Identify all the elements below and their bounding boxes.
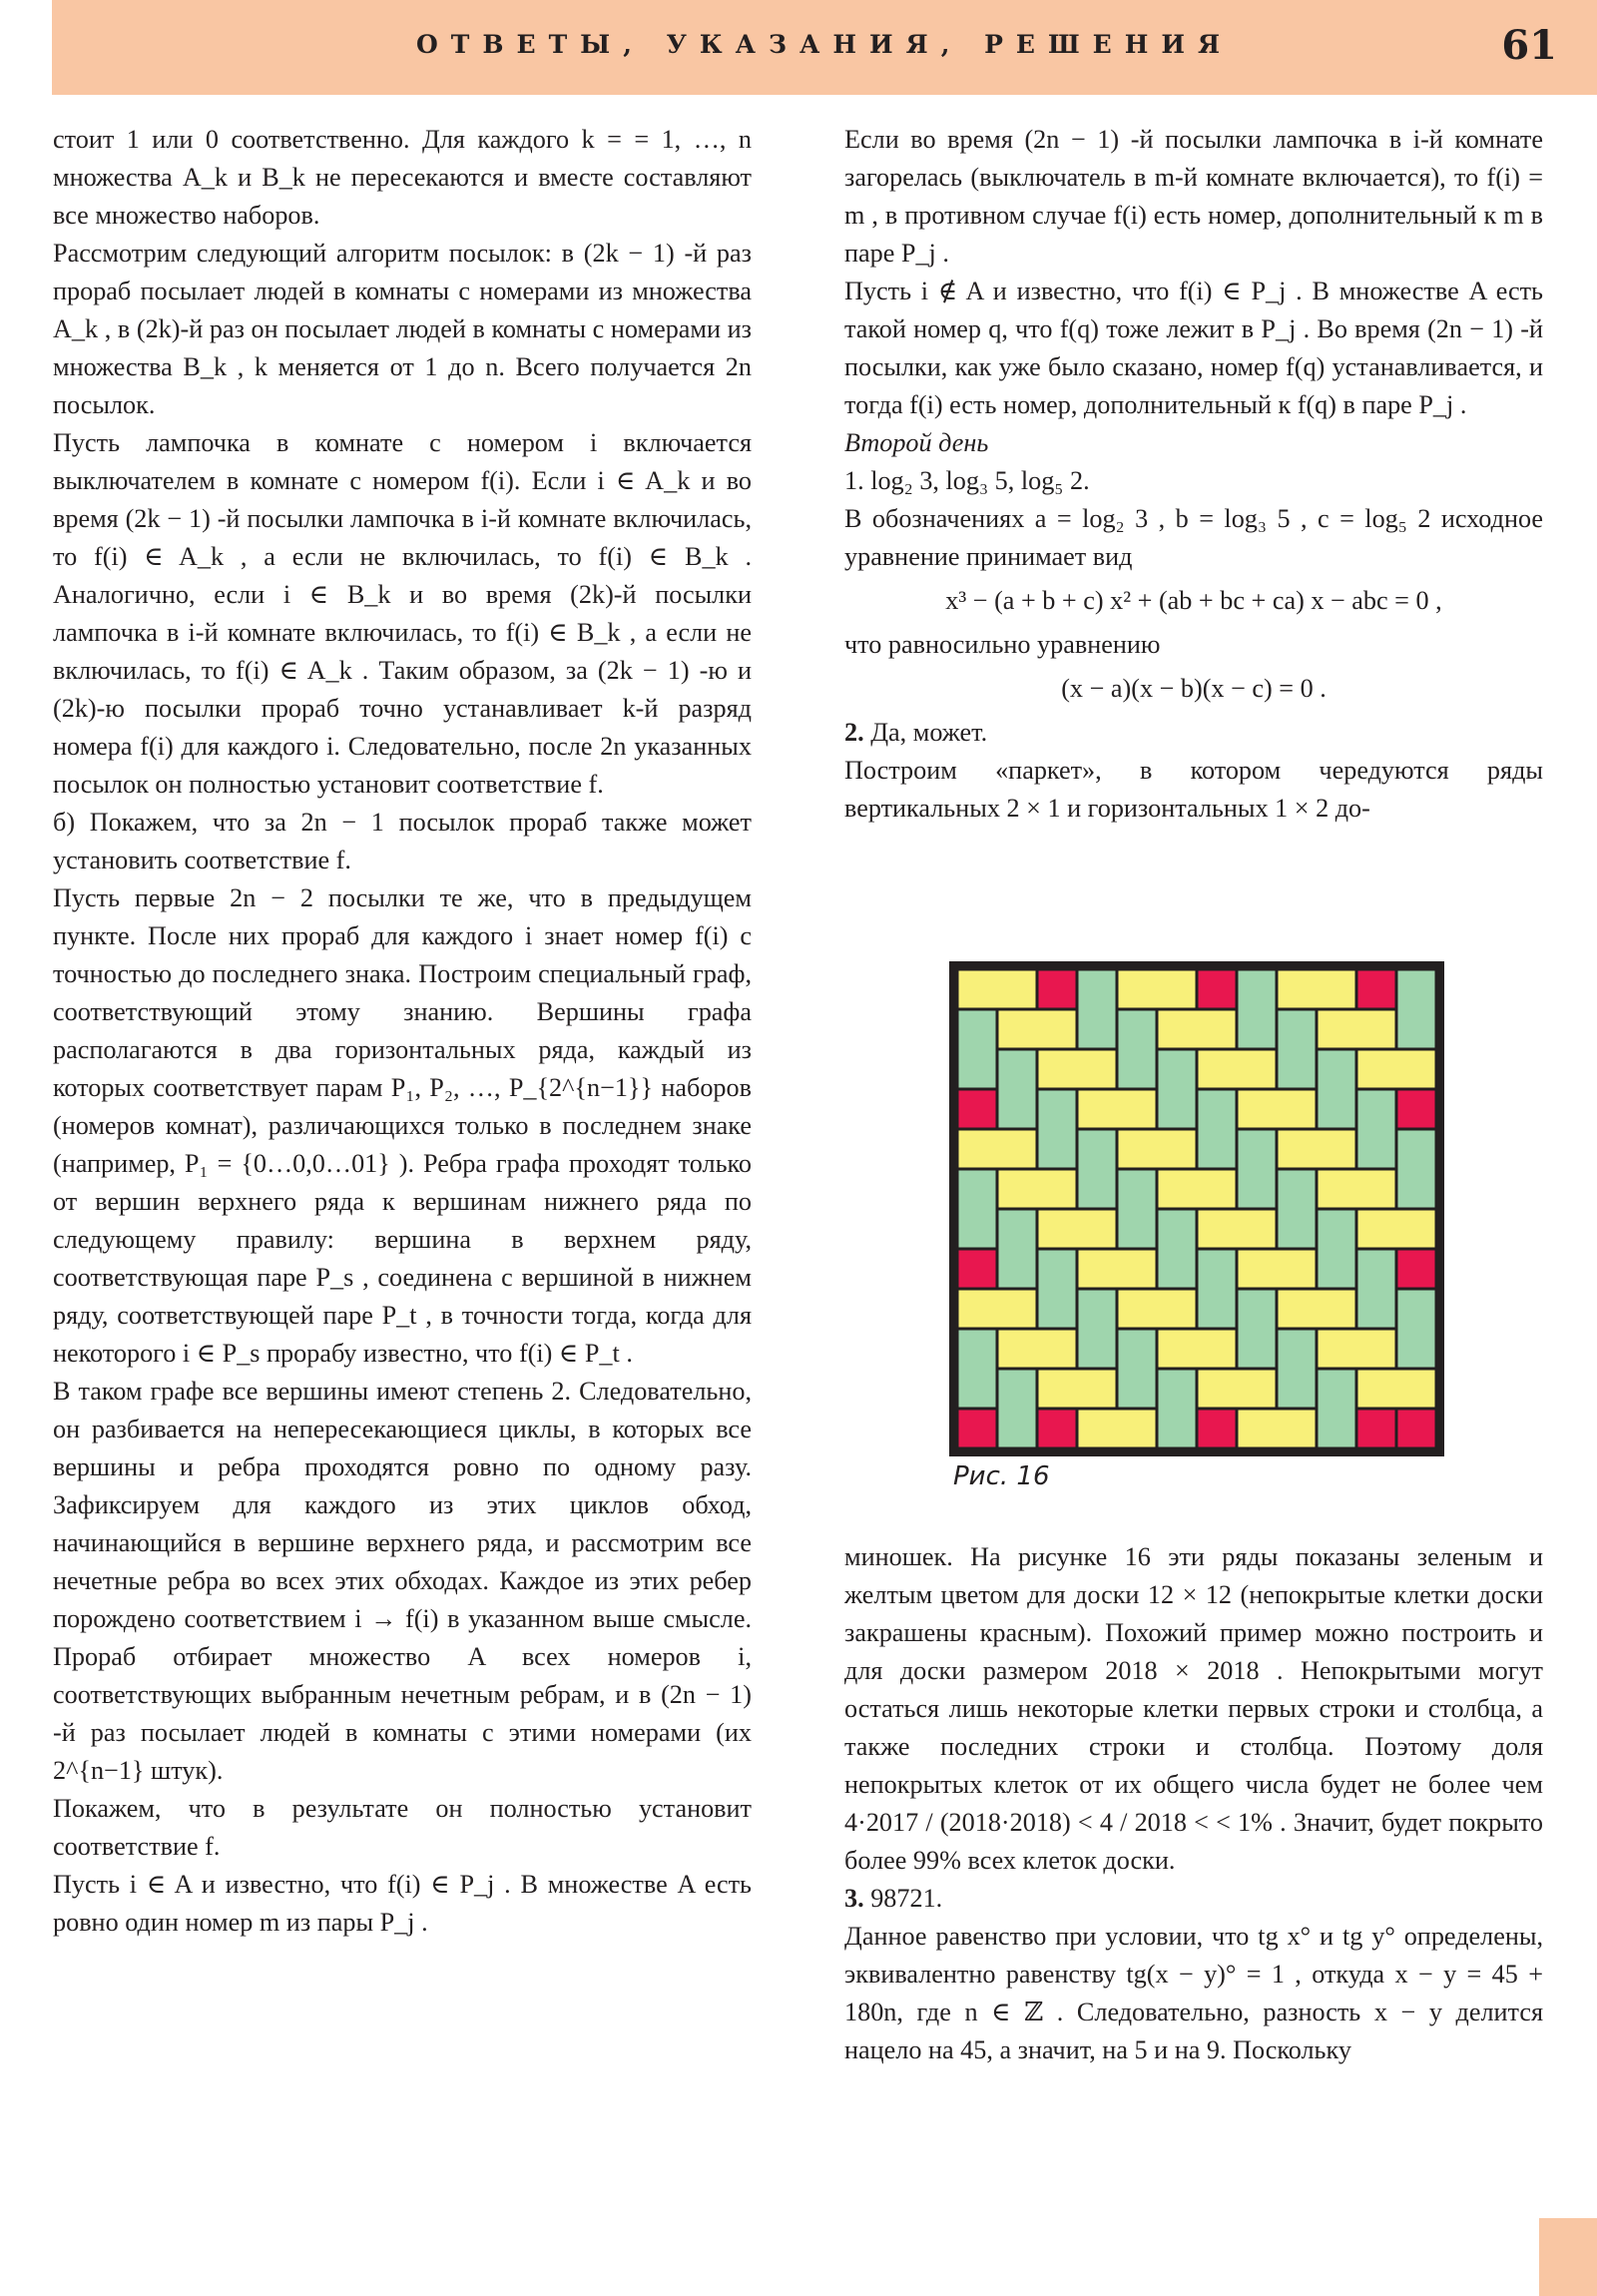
yellow-domino — [1199, 1051, 1276, 1088]
problem2-answer — [844, 714, 1543, 752]
yellow-domino — [1159, 1171, 1236, 1208]
yellow-domino — [1159, 1331, 1236, 1368]
green-domino — [1039, 1091, 1076, 1168]
problem2-number: 2. — [844, 718, 864, 747]
yellow-domino — [1199, 1211, 1276, 1248]
problem1-equiv: что равносильно уравнению — [844, 630, 1161, 659]
yellow-domino — [1279, 1131, 1355, 1168]
yellow-domino — [1358, 1211, 1435, 1248]
yellow-domino — [1358, 1051, 1435, 1088]
paragraph: миношек. На рисунке 16 эти ряды показаны зеленым и желтым цветом для доски 12 × 12 (непокрытые клетки доски закрашены красным). Похожий пример можно построить и для доски размером 2018 × 2018 . Непокрытыми могут остаться лишь некоторые клетки первых строки и столбца, а также последних строки и столбца. Поэтому доля непокрытых клеток от их общего числа будет не более чем 4·2017 / (2018·2018) < 4 / 2018 < < 1% . Значит, будет покрыто более 99% всех клеток доски. — [844, 1542, 1543, 1875]
header-title: ОТВЕТЫ, УКАЗАНИЯ, РЕШЕНИЯ — [416, 30, 1233, 59]
equation-factored: (x − a)(x − b)(x − c) = 0 . — [1061, 674, 1327, 703]
green-domino — [999, 1371, 1036, 1447]
yellow-domino — [1239, 1251, 1316, 1288]
green-domino — [959, 1171, 996, 1248]
problem1-answer: 1. log₂ 3, log₃ 5, log₅ 2. — [844, 466, 1090, 495]
yellow-domino — [1159, 1011, 1236, 1048]
uncovered-cell — [1358, 971, 1395, 1008]
paragraph: Пусть i ∉ A и известно, что f(i) ∈ P_j . В множестве A есть такой номер q, что f(q) тоже лежит в P_j . Во время (2n − 1) -й посылки, как уже было сказано, номер f(q) устанавливается, и тогда f(i) есть номер, дополнительный к f(q) в паре P_j . — [844, 277, 1543, 419]
green-domino — [1279, 1331, 1316, 1408]
green-domino — [1239, 1291, 1276, 1368]
green-domino — [1039, 1251, 1076, 1328]
uncovered-cell — [959, 1251, 996, 1288]
uncovered-cell — [1199, 971, 1236, 1008]
yellow-domino — [999, 1171, 1076, 1208]
paragraph: Пусть i ∈ A и известно, что f(i) ∈ P_j . В множестве A есть ровно один номер m из пары P_j . — [53, 1870, 752, 1937]
yellow-domino — [959, 1131, 1036, 1168]
green-domino — [1319, 1371, 1355, 1447]
green-domino — [959, 1011, 996, 1088]
parquet-figure — [949, 961, 1444, 1456]
yellow-domino — [1079, 1411, 1156, 1447]
green-domino — [1159, 1371, 1196, 1447]
problem3-answer-text: 98721. — [870, 1884, 943, 1913]
paragraph: Рассмотрим следующий алгоритм посылок: в (2k − 1) -й раз прораб посылает людей в комнаты с номерами из множества A_k , в (2k)-й раз он посылает людей в комнаты с номерами из множества B_k , k меняется от 1 до n. Всего получается 2n посылок. — [53, 239, 752, 419]
left-column — [53, 121, 752, 1942]
green-domino — [1079, 971, 1116, 1048]
green-domino — [1398, 971, 1435, 1048]
green-domino — [999, 1051, 1036, 1128]
green-domino — [1159, 1051, 1196, 1128]
yellow-domino — [1119, 1131, 1196, 1168]
yellow-domino — [1279, 971, 1355, 1008]
yellow-domino — [1039, 1211, 1116, 1248]
yellow-domino — [959, 971, 1036, 1008]
paragraph: Если во время (2n − 1) -й посылки лампочка в i-й комнате загорелась (выключатель в m-й комнате включается), то f(i) = m , в противном случае f(i) есть номер, дополнительный к m в паре P_j . — [844, 125, 1543, 268]
uncovered-cell — [1039, 971, 1076, 1008]
yellow-domino — [1039, 1371, 1116, 1408]
problem3-number: 3. — [844, 1884, 864, 1913]
green-domino — [1398, 1291, 1435, 1368]
figure-caption: Рис. 16 — [953, 1461, 1050, 1491]
green-domino — [1279, 1011, 1316, 1088]
green-domino — [1079, 1131, 1116, 1208]
green-domino — [1119, 1011, 1156, 1088]
right-column-top — [844, 121, 1543, 828]
yellow-domino — [1319, 1011, 1395, 1048]
yellow-domino — [1319, 1331, 1395, 1368]
yellow-domino — [959, 1291, 1036, 1328]
green-domino — [1119, 1331, 1156, 1408]
yellow-domino — [1079, 1091, 1156, 1128]
green-domino — [1199, 1251, 1236, 1328]
page-corner-tab — [1539, 2218, 1597, 2296]
green-domino — [1119, 1171, 1156, 1248]
paragraph: В таком графе все вершины имеют степень 2. Следовательно, он разбивается на непересекающиеся циклы, в которых все вершины и ребра проходятся ровно по одному разу. Зафиксируем для каждого из этих циклов обход, начинающийся в вершине верхнего ряда, и рассмотрим все нечетные ребра во всех этих обходах. Каждое из этих ребер порождено соответствием i → f(i) в указанном выше смысле. Прораб отбирает множество A всех номеров i, соответствующих выбранным нечетным ребрам, и в (2n − 1) -й раз посылает людей в комнаты с этими номерами (их 2^{n−1} штук). — [53, 1377, 752, 1785]
problem2-answer-text: Да, может. — [870, 718, 988, 747]
yellow-domino — [1199, 1371, 1276, 1408]
yellow-domino — [999, 1011, 1076, 1048]
yellow-domino — [1239, 1091, 1316, 1128]
right-column-bottom — [844, 1538, 1543, 2069]
yellow-domino — [1239, 1411, 1316, 1447]
day-heading: Второй день — [844, 428, 989, 457]
green-domino — [1279, 1171, 1316, 1248]
uncovered-cell — [1398, 1091, 1435, 1128]
problem2-text: Построим «паркет», в котором чередуются ряды вертикальных 2 × 1 и горизонтальных 1 × 2 до- — [844, 756, 1543, 823]
yellow-domino — [999, 1331, 1076, 1368]
paragraph: Пусть лампочка в комнате с номером i включается выключателем в комнате с номером f(i). Если i ∈ A_k и во время (2k − 1) -й посылки лампочка в i-й комнате включилась, то f(i) ∈ A_k , а если не включилась, то f(i) ∈ B_k . Аналогично, если i ∈ B_k и во время (2k)-й посылки лампочка в i-й комнате включилась, то f(i) ∈ B_k , а если не включилась, то f(i) ∈ A_k . Таким образом, за (2k − 1) -ю и (2k)-ю посылки прораб точно устанавливает k-й разряд номера f(i) для каждого i. Следовательно, после 2n указанных посылок он полностью установит соответствие f. — [53, 428, 752, 799]
yellow-domino — [1119, 1291, 1196, 1328]
paragraph: Покажем, что в результате он полностью установит соответствие f. — [53, 1794, 752, 1861]
uncovered-cell — [1358, 1411, 1395, 1447]
green-domino — [1079, 1291, 1116, 1368]
parquet-board — [949, 961, 1444, 1456]
paragraph: стоит 1 или 0 соответственно. Для каждого k = = 1, …, n множества A_k и B_k не пересекаются и вместе составляют все множество наборов. — [53, 125, 752, 230]
page-header — [52, 0, 1597, 95]
green-domino — [959, 1331, 996, 1408]
problem1-notation: В обозначениях a = log₂ 3 , b = log₃ 5 , c = log₅ 2 исходное уравнение принимает вид — [844, 504, 1543, 571]
yellow-domino — [1358, 1371, 1435, 1408]
yellow-domino — [1279, 1291, 1355, 1328]
green-domino — [1398, 1131, 1435, 1208]
green-domino — [1199, 1091, 1236, 1168]
yellow-domino — [1079, 1251, 1156, 1288]
green-domino — [1319, 1211, 1355, 1288]
problem3-answer — [844, 1880, 1543, 1918]
uncovered-cell — [1199, 1411, 1236, 1447]
uncovered-cell — [1398, 1411, 1435, 1447]
problem3-text: Данное равенство при условии, что tg x° и tg y° определены, эквивалентно равенству tg(x − y)° = 1 , откуда x − y = 45 + 180n, где n ∈ ℤ . Следовательно, разность x − y делится нацело на 45, а значит, на 5 и на 9. Поскольку — [844, 1922, 1543, 2064]
green-domino — [1358, 1251, 1395, 1328]
uncovered-cell — [959, 1091, 996, 1128]
green-domino — [1239, 971, 1276, 1048]
yellow-domino — [1119, 971, 1196, 1008]
green-domino — [1159, 1211, 1196, 1288]
page-number: 61 — [1501, 22, 1557, 69]
green-domino — [1319, 1051, 1355, 1128]
uncovered-cell — [1398, 1251, 1435, 1288]
green-domino — [1358, 1091, 1395, 1168]
paragraph: Пусть первые 2n − 2 посылки те же, что в предыдущем пункте. После них прораб для каждого i знает номер f(i) с точностью до последнего знака. Построим специальный граф, соответствующий этому знанию. Вершины графа располагаются в два горизонтальных ряда, каждый из которых соответствует парам P₁, P₂, …, P_{2^{n−1}} наборов (номеров комнат), различающихся только в последнем знаке (например, P₁ = {0…0,0…01} ). Ребра графа проходят только от вершин верхнего ряда к вершинам нижнего ряда по следующему правилу: вершина в верхнем ряду, соответствующая паре P_s , соединена с вершиной в нижнем ряду, соответствующей паре P_t , в точности тогда, когда для некоторого i ∈ P_s прорабу известно, что f(i) ∈ P_t . — [53, 883, 752, 1368]
equation-cubic: x³ − (a + b + c) x² + (ab + bc + ca) x − abc = 0 , — [945, 586, 1442, 615]
yellow-domino — [1319, 1171, 1395, 1208]
yellow-domino — [1039, 1051, 1116, 1088]
green-domino — [1239, 1131, 1276, 1208]
uncovered-cell — [1039, 1411, 1076, 1447]
uncovered-cell — [959, 1411, 996, 1447]
green-domino — [999, 1211, 1036, 1288]
paragraph: б) Покажем, что за 2n − 1 посылок прораб также может установить соответствие f. — [53, 808, 752, 874]
